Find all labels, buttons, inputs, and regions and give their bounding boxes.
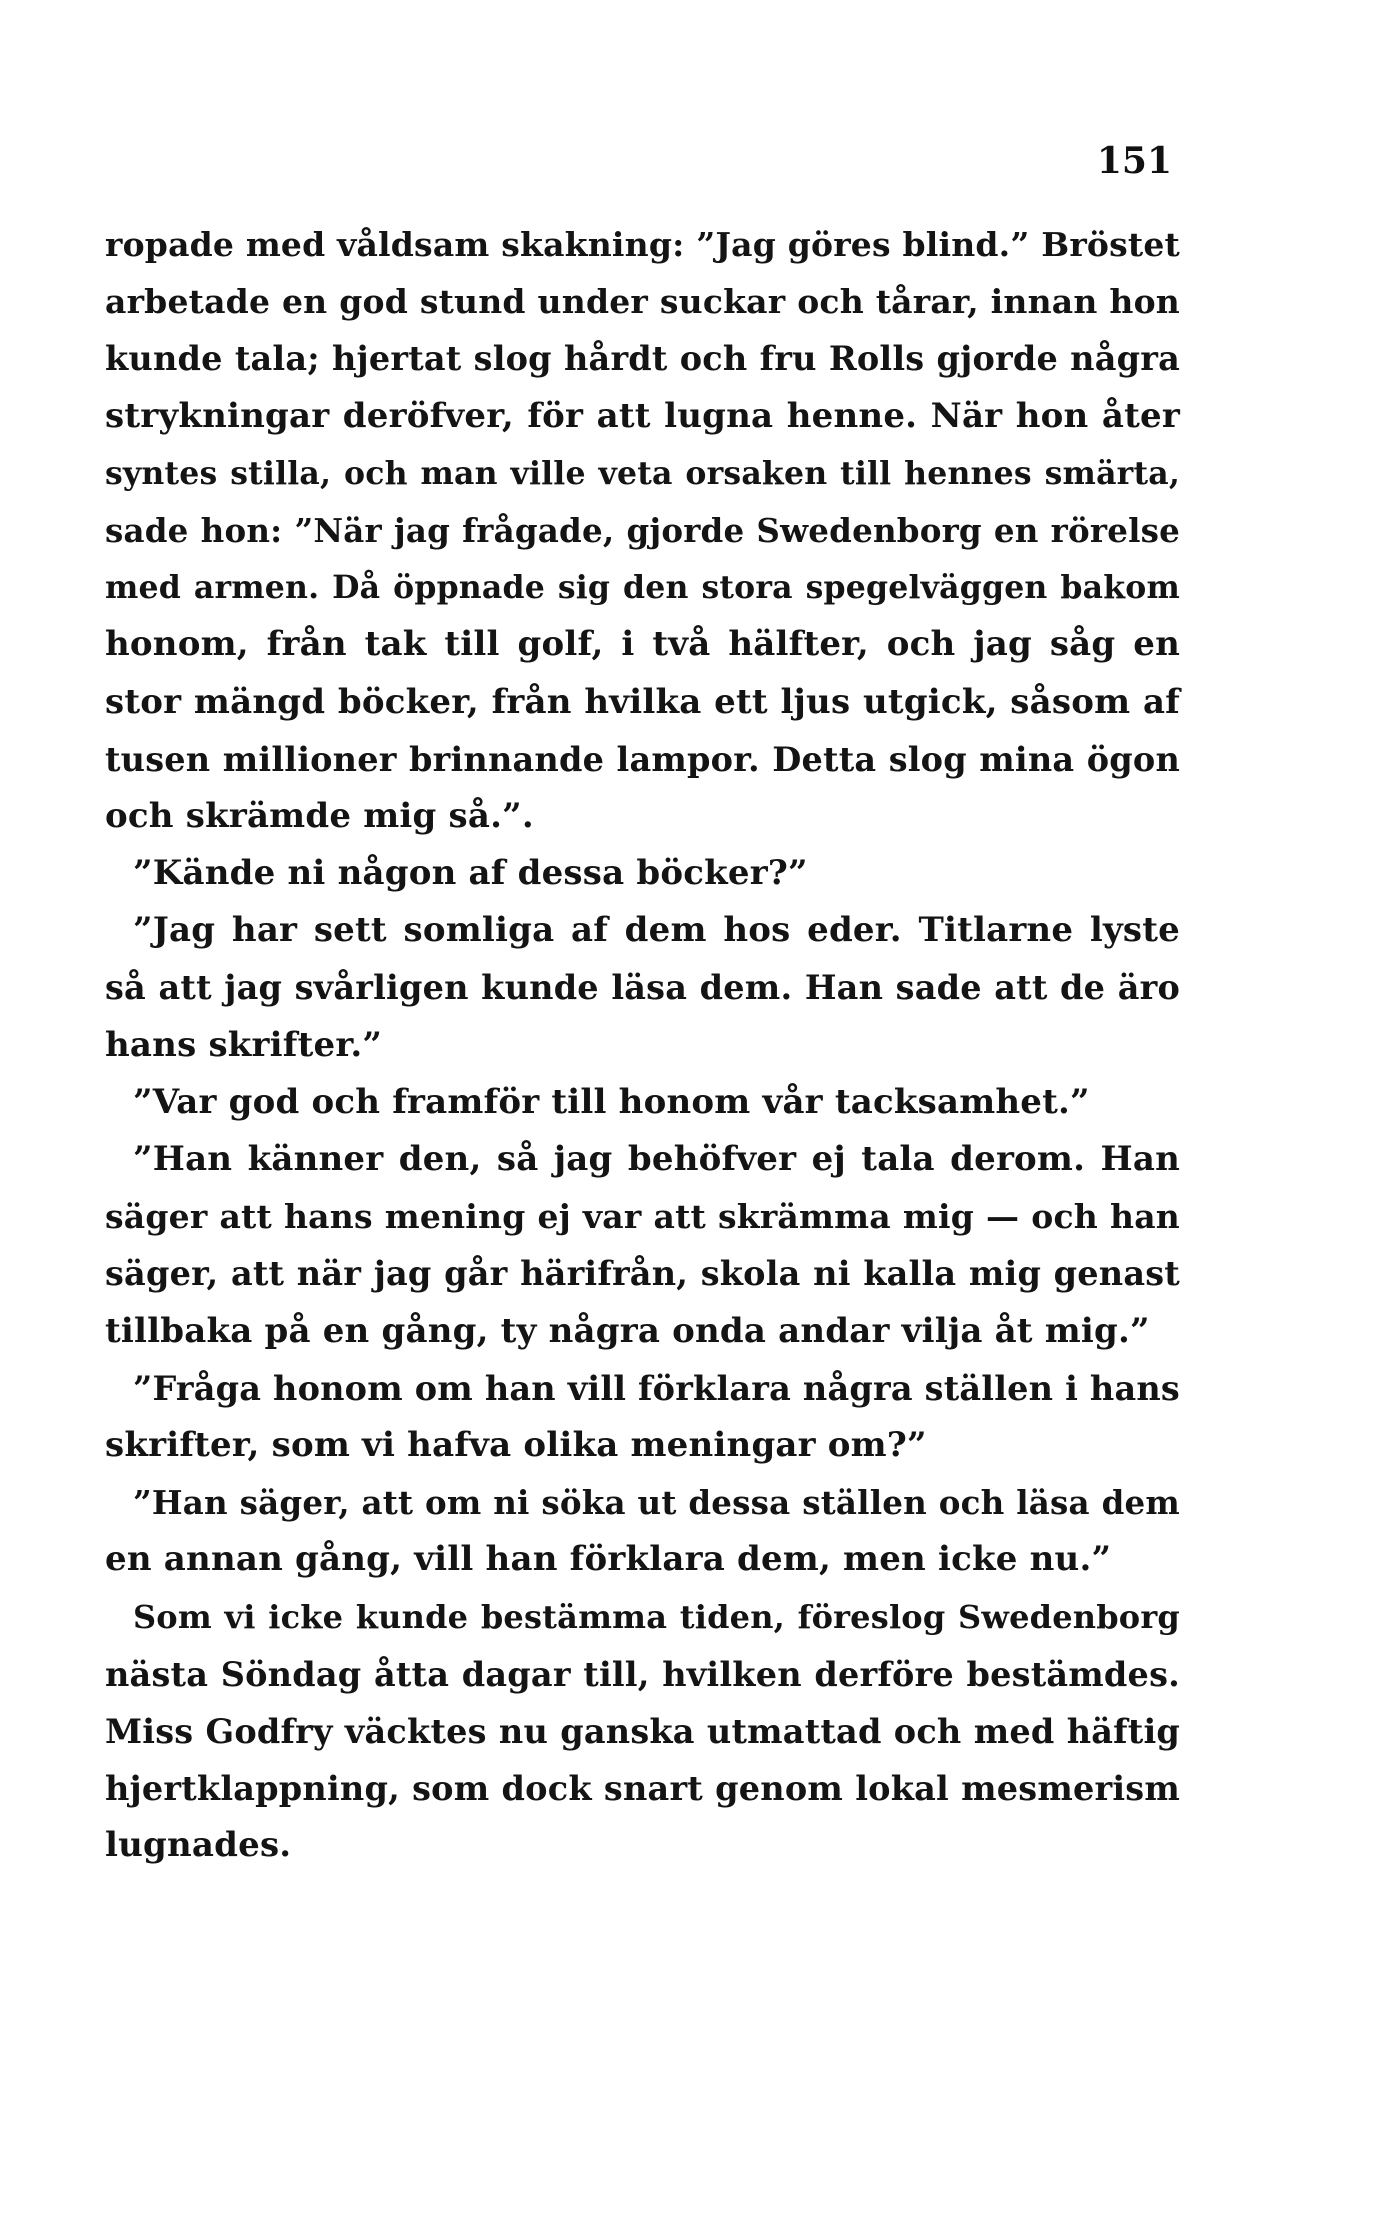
text-line: kunde tala; hjertat slog hårdt och fru Rolls gjorde några <box>105 339 1180 379</box>
text-line: ”Kände ni någon af dessa böcker?” <box>133 853 808 894</box>
text-line: en annan gång, vill han förklara dem, men icke nu.” <box>105 1539 1112 1580</box>
body-text <box>105 216 1180 1874</box>
text-line: så att jag svårligen kunde läsa dem. Han sade att de äro <box>105 968 1180 1008</box>
page-number: 151 <box>1096 140 1172 182</box>
text-line: ”Han säger, att om ni söka ut dessa ställen och läsa dem <box>133 1483 1180 1523</box>
text-line: honom, från tak till golf, i två hälfter, och jag såg en <box>105 624 1180 665</box>
text-line: Som vi icke kunde bestämma tiden, föreslog Swedenborg <box>133 1597 1180 1636</box>
text-line: hjertklappning, som dock snart genom lokal mesmerism <box>105 1769 1180 1809</box>
text-line: lugnades. <box>105 1825 292 1866</box>
text-line: sade hon: ”När jag frågade, gjorde Swedenborg en rörelse <box>105 510 1180 550</box>
text-line: ”Han känner den, så jag behöfver ej tala derom. Han <box>133 1139 1180 1179</box>
text-line: och skrämde mig så.”. <box>105 795 534 836</box>
text-line: arbetade en god stund under suckar och tårar, innan hon <box>105 282 1180 322</box>
text-line: syntes stilla, och man ville veta orsaken till hennes smärta, <box>105 454 1180 492</box>
text-line: säger, att när jag går härifrån, skola ni kalla mig genast <box>105 1254 1180 1294</box>
text-line: Miss Godfry väcktes nu ganska utmattad och med häftig <box>105 1711 1180 1751</box>
text-line: strykningar deröfver, för att lugna henne. När hon åter <box>105 395 1180 436</box>
text-line: skrifter, som vi hafva olika meningar om?” <box>105 1424 927 1465</box>
text-line: tusen millioner brinnande lampor. Detta slog mina ögon <box>105 739 1180 779</box>
text-line: ”Jag har sett somliga af dem hos eder. Titlarne lyste <box>133 910 1180 951</box>
text-line: ropade med våldsam skakning: ”Jag göres blind.” Bröstet <box>105 225 1180 264</box>
text-line: ”Fråga honom om han vill förklara några ställen i hans <box>133 1368 1180 1408</box>
text-line: säger att hans mening ej var att skrämma mig — och han <box>105 1197 1180 1237</box>
text-line: tillbaka på en gång, ty några onda andar vilja åt mig.” <box>105 1310 1150 1351</box>
text-line: nästa Söndag åtta dagar till, hvilken derföre bestämdes. <box>105 1654 1180 1694</box>
text-line: med armen. Då öppnade sig den stora spegelväggen bakom <box>105 569 1180 607</box>
text-line: hans skrifter.” <box>105 1024 383 1065</box>
text-line: stor mängd böcker, från hvilka ett ljus utgick, såsom af <box>105 681 1180 722</box>
text-line: ”Var god och framför till honom vår tacksamhet.” <box>133 1081 1090 1122</box>
